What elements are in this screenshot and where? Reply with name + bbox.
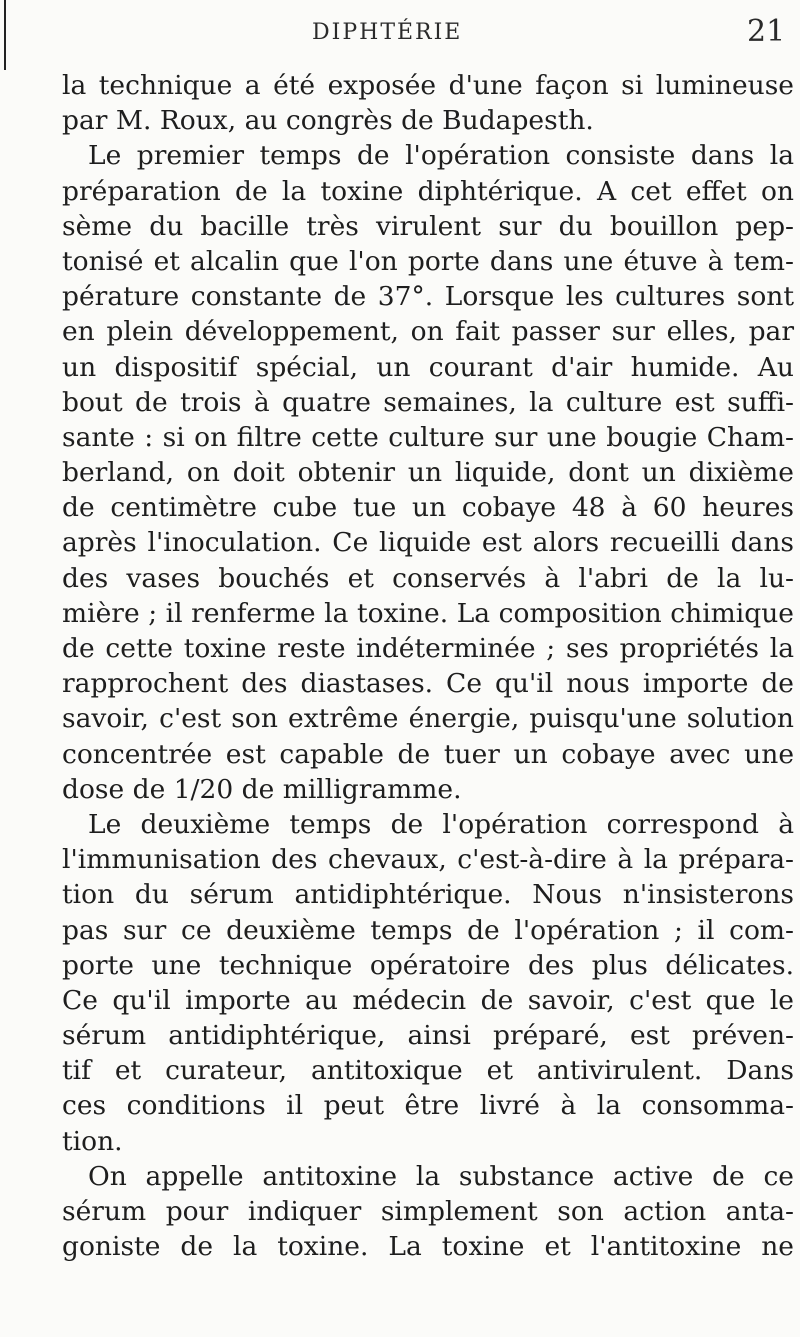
text-line: berland, on doit obtenir un liquide, dont un dixième — [62, 457, 794, 489]
text-line: Le premier temps de l'opération consiste dans la — [88, 140, 794, 172]
text-line: Le deuxième temps de l'opération correspond à — [88, 808, 794, 840]
text-line: tonisé et alcalin que l'on porte dans une étuve à tem- — [62, 245, 794, 277]
text-line: en plein développement, on fait passer sur elles, par — [62, 316, 794, 348]
text-line: après l'inoculation. Ce liquide est alors recueilli dans — [62, 527, 794, 559]
text-line: préparation de la toxine diphtérique. A cet effet on — [62, 175, 794, 207]
body-text — [62, 68, 794, 1264]
text-line: l'immunisation des chevaux, c'est-à-dire à la prépara- — [62, 844, 794, 876]
text-line: pas sur ce deuxième temps de l'opération ; il com- — [62, 914, 794, 946]
text-line: bout de trois à quatre semaines, la culture est suffi- — [62, 386, 794, 418]
text-line: ces conditions il peut être livré à la consomma- — [62, 1090, 794, 1122]
text-line: sante : si on filtre cette culture sur une bougie Cham- — [62, 421, 794, 453]
text-line: goniste de la toxine. La toxine et l'antitoxine ne — [62, 1231, 794, 1263]
text-line: un dispositif spécial, un courant d'air humide. Au — [62, 351, 794, 383]
text-line: par M. Roux, au congrès de Budapesth. — [62, 105, 594, 137]
text-line: la technique a été exposée d'une façon si lumineuse — [62, 70, 794, 101]
running-title: DIPHTÉRIE — [312, 20, 463, 45]
text-line: tion. — [62, 1125, 123, 1157]
text-line: sérum antidiphtérique, ainsi préparé, est préven- — [62, 1020, 794, 1052]
text-line: Ce qu'il importe au médecin de savoir, c'est que le — [62, 984, 794, 1016]
text-line: porte une technique opératoire des plus délicates. — [62, 949, 794, 981]
text-line: tion du sérum antidiphtérique. Nous n'insisterons — [62, 879, 794, 911]
running-head — [0, 14, 800, 54]
text-line: savoir, c'est son extrême énergie, puisqu'une solution — [62, 703, 794, 735]
text-line: des vases bouchés et conservés à l'abri de la lu- — [62, 562, 794, 594]
text-line: mière ; il renferme la toxine. La composition chimique — [62, 597, 794, 629]
text-line: On appelle antitoxine la substance active de ce — [88, 1160, 794, 1192]
text-line: concentrée est capable de tuer un cobaye avec une — [62, 738, 794, 770]
text-line: de centimètre cube tue un cobaye 48 à 60 heures — [62, 492, 794, 524]
text-line: sème du bacille très virulent sur du bouillon pep- — [62, 210, 794, 242]
page-number: 21 — [747, 14, 786, 49]
text-line: rapprochent des diastases. Ce qu'il nous importe de — [62, 668, 794, 700]
text-line: pérature constante de 37°. Lorsque les cultures sont — [62, 281, 794, 313]
text-line: tif et curateur, antitoxique et antivirulent. Dans — [62, 1055, 794, 1087]
text-line: sérum pour indiquer simplement son action anta- — [62, 1196, 794, 1227]
text-line: de cette toxine reste indéterminée ; ses propriétés la — [62, 633, 794, 664]
text-line: dose de 1/20 de milligramme. — [62, 773, 462, 805]
